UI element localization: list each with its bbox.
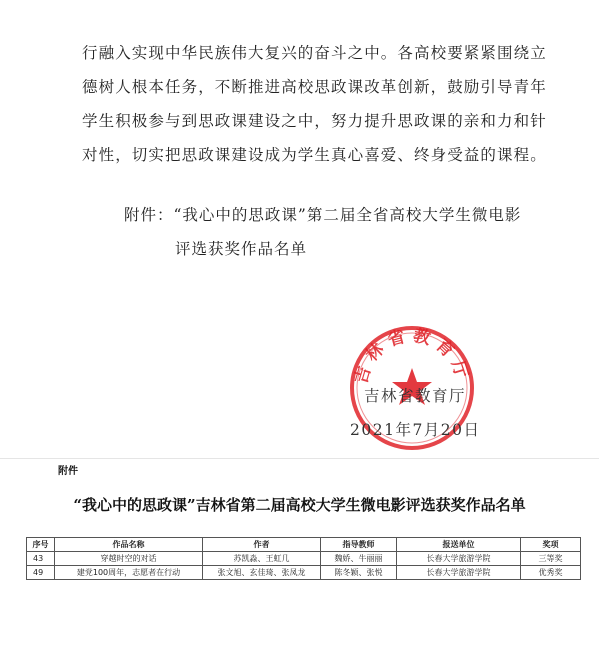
cell-award: 三等奖 bbox=[521, 552, 581, 566]
attachment-note-line: 附件：“我心中的思政课”第二届全省高校大学生微电影 bbox=[124, 206, 522, 224]
column-header: 作品名称 bbox=[55, 538, 203, 552]
attachment-note bbox=[124, 198, 544, 266]
annex-label: 附件 bbox=[58, 466, 78, 477]
attachment-note-line: 评选获奖作品名单 bbox=[175, 240, 308, 258]
table-header-row bbox=[27, 538, 581, 552]
annex-title: “我心中的思政课”吉林省第二届高校大学生微电影评选获奖作品名单 bbox=[73, 496, 526, 514]
cell-author: 苏凯淼、王虹几 bbox=[203, 552, 321, 566]
cell-teacher: 陈冬颖、张悦 bbox=[321, 566, 397, 580]
cell-number: 43 bbox=[27, 552, 55, 566]
body-paragraph bbox=[82, 36, 562, 172]
cell-award: 优秀奖 bbox=[521, 566, 581, 580]
cell-unit: 长春大学旅游学院 bbox=[397, 552, 521, 566]
body-line: 学生积极参与到思政课建设之中，努力提升思政课的亲和力和针 bbox=[82, 112, 547, 130]
body-line: 德树人根本任务，不断推进高校思政课改革创新，鼓励引导青年 bbox=[82, 78, 547, 96]
body-line: 对性，切实把思政课建设成为学生真心喜爱、终身受益的课程。 bbox=[82, 146, 547, 164]
cell-work-name: 建党100周年，志愿者在行动 bbox=[55, 566, 203, 580]
divider bbox=[0, 458, 599, 459]
signature-date: 2021年7月20日 bbox=[350, 421, 481, 439]
cell-author: 张文旭、玄佳琦、张凤龙 bbox=[203, 566, 321, 580]
body-line: 行融入实现中华民族伟大复兴的奋斗之中。各高校要紧紧围绕立 bbox=[82, 44, 547, 62]
column-header: 报送单位 bbox=[397, 538, 521, 552]
column-header: 序号 bbox=[27, 538, 55, 552]
awards-table bbox=[26, 537, 581, 580]
cell-work-name: 穿越时空的对话 bbox=[55, 552, 203, 566]
table-row bbox=[27, 552, 581, 566]
signature-organization: 吉林省教育厅 bbox=[364, 387, 467, 405]
column-header: 奖项 bbox=[521, 538, 581, 552]
cell-unit: 长春大学旅游学院 bbox=[397, 566, 521, 580]
cell-number: 49 bbox=[27, 566, 55, 580]
svg-text:吉林省教育厅: 吉林省教育厅 bbox=[351, 325, 473, 387]
cell-teacher: 魏娇、牛丽丽 bbox=[321, 552, 397, 566]
column-header: 指导教师 bbox=[321, 538, 397, 552]
column-header: 作者 bbox=[203, 538, 321, 552]
table-row bbox=[27, 566, 581, 580]
